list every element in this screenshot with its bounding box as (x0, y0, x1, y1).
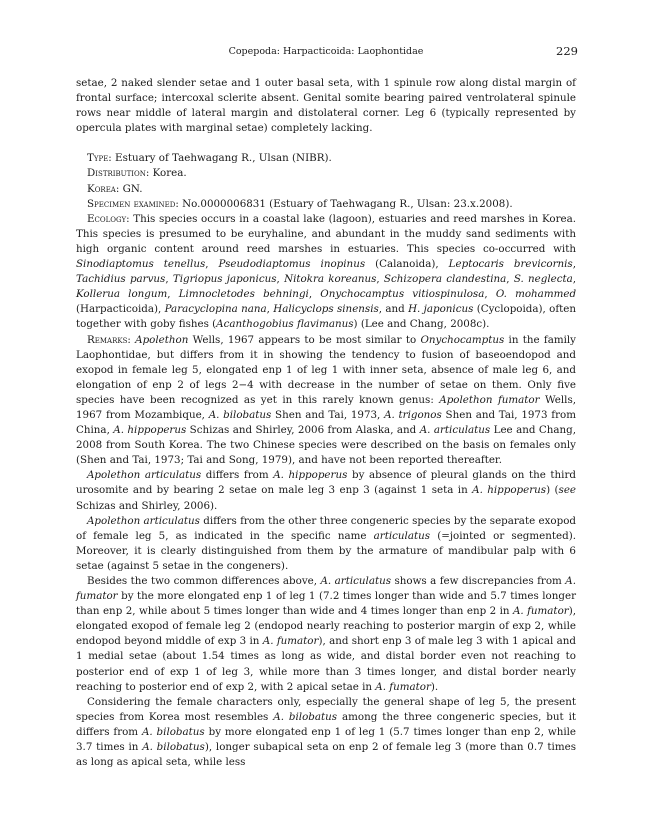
taxon-name: A. bilobatus (141, 725, 205, 738)
distribution-value: Korea. (149, 167, 187, 180)
running-title: Copepoda: Harpacticoida: Laophontidae (228, 46, 424, 57)
taxon-name: Acanthogobius flavimanus (216, 318, 354, 331)
taxon-name: Onychocamptus (420, 333, 505, 346)
taxon-name: A. bilobatus (208, 408, 272, 421)
taxon-name: Apolethon fumator (439, 393, 540, 406)
taxon-name: Limnocletodes behningi (178, 288, 309, 301)
taxon-name: Apolethon articulatus (87, 469, 202, 482)
page-body (76, 76, 576, 770)
taxon-name: A. bilobatus (142, 741, 205, 754)
taxon-name: A. articulatus (419, 424, 491, 437)
taxon-name: Paracyclopina nana (164, 303, 267, 316)
taxon-name: Schizopera clandestina (383, 273, 507, 286)
korea-label: Korea: (87, 182, 120, 195)
type-value: Estuary of Taehwagang R., Ulsan (NIBR). (111, 152, 332, 165)
taxon-name: A. hippoperus (472, 484, 547, 497)
remarks-label: Remarks: (87, 333, 131, 346)
taxon-name: A. fumator (512, 605, 569, 618)
taxon-name: Halicyclops sinensis (273, 303, 379, 316)
korea-entry (76, 182, 576, 197)
taxon-name: S. neglecta (513, 273, 573, 286)
remarks-paragraph: Remarks: Apolethon Wells, 1967 appears to be most similar to Onychocamptus in the family Laophontidae, but differs from it in showing the tendency to fusion of baseoendopod and exopod in female leg 5, elongated enp 1 of leg 1 with inner seta, absence of male leg 6, and elongation of enp 2 of legs 2−4 with decrease in the number of setae on them. Only five species have been recognized as yet in this rarely known genus: Apolethon fumator Wells, 1967 from Mozambique, A. bilobatus Shen and Tai, 1973, A. trigonos Shen and Tai, 1973 from China, A. hippoperus Schizas and Shirley, 2006 from Alaska, and A. articulatus Lee and Chang, 2008 from South Korea. The two Chinese species were described on the basis on females only (Shen and Tai, 1973; Tai and Song, 1979), and have not been reported thereafter. (76, 333, 577, 467)
taxon-name: Nitokra koreanus (284, 273, 377, 286)
specimen-label: Specimen examined: (87, 197, 179, 210)
type-entry (76, 151, 576, 166)
taxon-name: Tigriopus japonicus (172, 273, 277, 286)
congeneric-comparison-paragraph: Apolethon articulatus differs from the other three congeneric species by the separate exopod of female leg 5, as indicated in the specific name articulatus (=jointed or segmented). Moreover, it is clearly distinguished from them by the armature of mandibular palp with 6 setae (against 5 setae in the congeners). (76, 514, 576, 572)
distribution-label: Distribution: (87, 167, 150, 180)
taxon-name: Kollerua longum (76, 288, 168, 301)
taxon-name: A. fumator (375, 680, 431, 693)
taxon-name: Onychocamptus vitiospinulosa (320, 288, 485, 301)
ecology-label: Ecology: (87, 212, 130, 225)
taxon-name: A. bilobatus (273, 710, 338, 723)
taxon-name: H. japonicus (408, 303, 474, 316)
taxon-name: A. hippoperus (113, 424, 187, 437)
taxon-name: A. fumator (76, 575, 576, 603)
korea-value: GN. (119, 182, 143, 195)
ecology-paragraph: Ecology: This species occurs in a coastal lake (lagoon), estuaries and reed marshes in Korea. This species is presumed to be euryhaline, and abundant in the muddy sand sediments with high organic content around reed marshes in estuaries. This species co-occurred with Sinodiaptomus tenellus, Pseudodiaptomus inopinus (Calanoida), Leptocaris brevicornis, Tachidius parvus, Tigriopus japonicus, Nitokra koreanus, Schizopera clandestina, S. neglecta, Kollerua longum, Limnocletodes behningi, Onychocamptus vitiospinulosa, O. mohammed (Harpacticoida), Paracyclopina nana, Halicyclops sinensis, and H. japonicus (Cyclopoida), often together with goby fishes (Acanthogobius flavimanus) (Lee and Chang, 2008c). (76, 212, 577, 331)
taxon-name: A. fumator (262, 635, 319, 648)
specimen-examined-entry (76, 197, 576, 212)
taxon-name: Pseudodiaptomus inopinus (218, 258, 366, 271)
taxon-name: Apolethon articulatus (87, 514, 200, 527)
taxon-name: Leptocaris brevicornis (448, 258, 573, 271)
see-reference: see (558, 484, 577, 497)
section-gap (76, 136, 576, 151)
description-continued-paragraph: setae, 2 naked slender setae and 1 outer basal seta, with 1 spinule row along distal margin of frontal surface; intercoxal sclerite absent. Genital somite bearing paired ventrolateral spinule rows near middle of lateral margin and distolateral corner. Leg 6 (typically represented by opercula plates with marginal setae) completely lacking. (76, 77, 576, 135)
specimen-value: No.0000006831 (Estuary of Taehwagang R., Ulsan: 23.x.2008). (178, 197, 513, 210)
distribution-entry (76, 166, 576, 181)
taxon-name: A. articulatus (320, 575, 392, 587)
taxon-name: A. hippoperus (273, 469, 348, 482)
taxon-name: Tachidius parvus (76, 273, 166, 286)
bilobatus-comparison-paragraph: Considering the female characters only, especially the general shape of leg 5, the present species from Korea most resembles A. bilobatus among the three congeneric species, but it differs from A. bilobatus by more elongated enp 1 of leg 1 (5.7 times longer than enp 2, while 3.7 times in A. bilobatus), longer subapical seta on enp 2 of female leg 3 (more than 0.7 times as long as apical seta, while less (76, 695, 577, 769)
specific-name: articulatus (373, 529, 431, 542)
taxon-name: Sinodiaptomus tenellus (76, 258, 206, 271)
type-label: Type: (87, 152, 112, 165)
taxon-name: Apolethon (135, 333, 189, 346)
taxon-name: A. trigonos (384, 408, 442, 421)
hippoperus-comparison-paragraph: Apolethon articulatus differs from A. hippoperus by absence of pleural glands on the third urosomite and by bearing 2 setae on male leg 3 enp 3 (against 1 seta in A. hippoperus) (see Schizas and Shirley, 2006). (76, 469, 577, 512)
fumator-comparison-paragraph: Besides the two common differences above, A. articulatus shows a few discrepancies from A. fumator by the more elongated enp 1 of leg 1 (7.2 times longer than wide and 5.7 times longer than enp 2, while about 5 times longer than wide and 4 times longer than enp 2 in A. fumator), elongated exopod of female leg 2 (endopod nearly reaching to posterior margin of exp 2, while endopod beyond middle of exp 3 in A. fumator), and short enp 3 of male leg 3 with 1 apical and 1 medial setae (about 1.54 times as long as wide, and distal border even not reaching to posterior end of exp 1 of leg 3, while more than 3 times longer, and distal border nearly reaching to posterior end of exp 2, with 2 apical setae in A. fumator). (76, 575, 576, 693)
page-number: 229 (556, 44, 578, 58)
taxon-name: O. mohammed (495, 288, 577, 301)
running-head (0, 44, 652, 60)
